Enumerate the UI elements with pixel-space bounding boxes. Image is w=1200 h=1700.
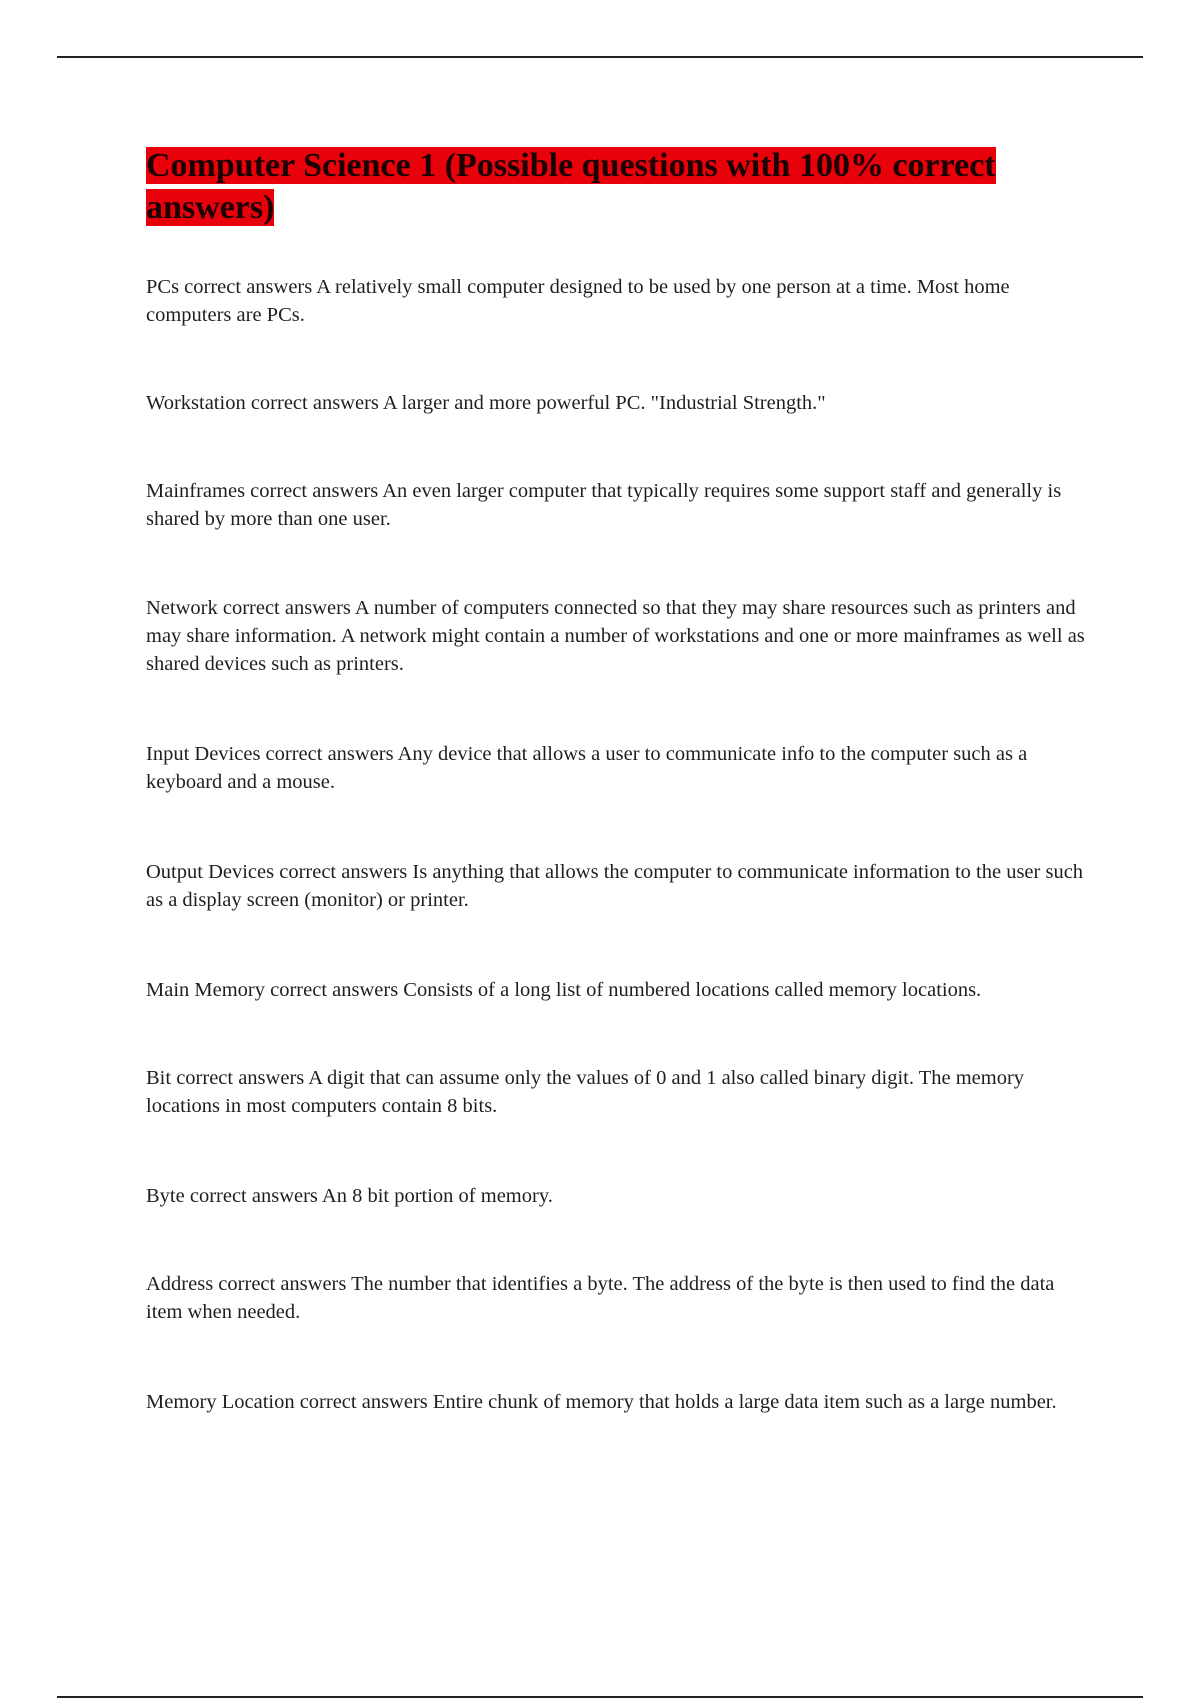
qa-entry-input-devices: Input Devices correct answers Any device that allows a user to communicate info to the computer such as a keyboard and a mouse. [146, 743, 1028, 793]
qa-entry-network: Network correct answers A number of computers connected so that they may share resources such as printers and may share information. A network might contain a number of workstations and one or more mainframes as well as shared devices such as printers. [146, 597, 1085, 675]
document-body [146, 145, 1086, 1416]
title-highlight: Computer Science 1 (Possible questions with 100% correct answers) [146, 147, 996, 226]
document-title [146, 145, 1086, 229]
qa-entry-pcs: PCs correct answers A relatively small computer designed to be used by one person at a time. Most home computers are PCs. [146, 276, 1010, 326]
qa-entry-byte: Byte correct answers An 8 bit portion of memory. [146, 1185, 553, 1207]
qa-entry-workstation: Workstation correct answers A larger and more powerful PC. "Industrial Strength." [146, 392, 826, 414]
bottom-rule [57, 1696, 1143, 1698]
qa-entry-address: Address correct answers The number that identifies a byte. The address of the byte is then used to find the data item when needed. [146, 1273, 1055, 1323]
qa-entry-memory-location: Memory Location correct answers Entire chunk of memory that holds a large data item such as a large number. [146, 1391, 1057, 1413]
top-rule [57, 56, 1143, 58]
qa-entry-output-devices: Output Devices correct answers Is anything that allows the computer to communicate information to the user such as a display screen (monitor) or printer. [146, 861, 1084, 911]
qa-entry-main-memory: Main Memory correct answers Consists of a long list of numbered locations called memory locations. [146, 979, 982, 1001]
qa-entry-mainframes: Mainframes correct answers An even larger computer that typically requires some support staff and generally is shared by more than one user. [146, 480, 1062, 530]
qa-entry-bit: Bit correct answers A digit that can assume only the values of 0 and 1 also called binary digit. The memory locations in most computers contain 8 bits. [146, 1067, 1025, 1117]
